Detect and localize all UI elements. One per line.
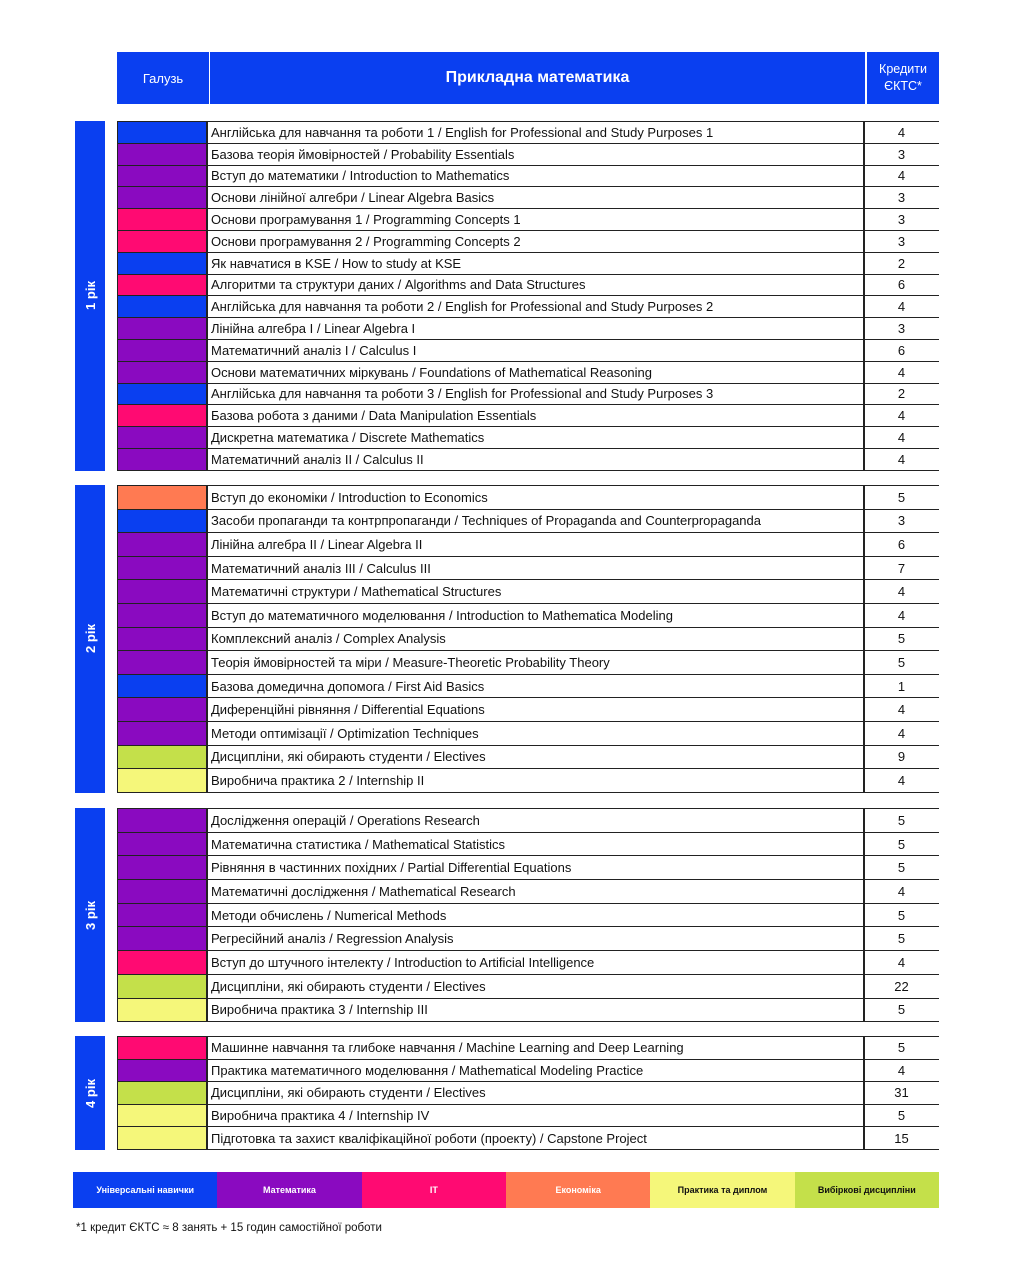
course-credits: 4 — [863, 698, 939, 721]
course-name: Вступ до економіки / Introduction to Economics — [211, 489, 488, 505]
category-swatch — [117, 166, 208, 187]
course-name: Дисципліни, які обирають студенти / Electives — [211, 749, 486, 765]
legend-item: Математика — [217, 1172, 361, 1208]
course-name: Практика математичного моделювання / Mathematical Modeling Practice — [211, 1062, 644, 1078]
category-swatch — [117, 209, 208, 230]
course-row — [117, 675, 939, 699]
header-title-cell — [210, 52, 865, 104]
course-row — [117, 999, 939, 1023]
category-swatch — [117, 533, 208, 556]
course-name: Математична статистика / Mathematical Statistics — [211, 836, 506, 852]
course-row — [117, 449, 939, 471]
course-name: Англійська для навчання та роботи 3 / English for Professional and Study Purposes 3 — [211, 386, 714, 402]
course-credits: 4 — [863, 769, 939, 792]
category-swatch — [117, 340, 208, 361]
course-name: Дисципліни, які обирають студенти / Electives — [211, 978, 486, 994]
course-credits: 5 — [863, 1105, 939, 1127]
category-swatch — [117, 951, 208, 974]
year-label — [75, 808, 105, 1022]
course-credits: 4 — [863, 122, 939, 143]
category-swatch — [117, 580, 208, 603]
course-credits: 31 — [863, 1082, 939, 1104]
course-row — [117, 1060, 939, 1083]
course-row — [117, 1127, 939, 1150]
category-swatch — [117, 510, 208, 533]
course-name: Основи математичних міркувань / Foundations of Mathematical Reasoning — [211, 364, 653, 380]
course-credits: 4 — [863, 427, 939, 448]
category-swatch — [117, 144, 208, 165]
category-swatch — [117, 427, 208, 448]
course-credits: 4 — [863, 1060, 939, 1082]
course-row — [117, 296, 939, 318]
course-credits: 22 — [863, 975, 939, 998]
course-row — [117, 580, 939, 604]
legend-item: Вибіркові дисципліни — [795, 1172, 939, 1208]
course-credits: 2 — [863, 253, 939, 274]
course-credits: 5 — [863, 856, 939, 879]
course-credits: 3 — [863, 510, 939, 533]
course-name: Математичний аналіз III / Calculus III — [211, 560, 431, 576]
course-name: Основи програмування 1 / Programming Concepts 1 — [211, 212, 521, 228]
course-name: Базова робота з даними / Data Manipulation Essentials — [211, 408, 537, 424]
category-swatch — [117, 698, 208, 721]
course-row — [117, 275, 939, 297]
course-credits: 2 — [863, 384, 939, 405]
course-name: Методи обчислень / Numerical Methods — [211, 907, 447, 923]
year-label-text: 2 рік — [82, 624, 98, 654]
course-name: Регресійний аналіз / Regression Analysis — [211, 931, 454, 947]
course-row — [117, 975, 939, 999]
course-name: Теорія ймовірностей та міри / Measure-Theoretic Probability Theory — [211, 654, 610, 670]
course-credits: 4 — [863, 580, 939, 603]
course-row — [117, 1037, 939, 1060]
course-name: Математичні структури / Mathematical Structures — [211, 584, 502, 600]
course-row — [117, 144, 939, 166]
course-name: Дослідження операцій / Operations Research — [211, 812, 480, 828]
year-table — [117, 808, 939, 1022]
course-row — [117, 486, 939, 510]
category-swatch — [117, 746, 208, 769]
course-credits: 6 — [863, 340, 939, 361]
course-credits: 4 — [863, 951, 939, 974]
course-name: Підготовка та захист кваліфікаційної роботи (проекту) / Capstone Project — [211, 1130, 647, 1146]
category-swatch — [117, 1127, 208, 1149]
category-swatch — [117, 557, 208, 580]
course-row — [117, 427, 939, 449]
category-swatch — [117, 722, 208, 745]
category-swatch — [117, 975, 208, 998]
course-name: Виробнича практика 3 / Internship III — [211, 1002, 428, 1018]
header-credits-cell — [867, 52, 939, 104]
course-credits: 4 — [863, 166, 939, 187]
category-swatch — [117, 604, 208, 627]
course-credits: 5 — [863, 833, 939, 856]
course-name: Дискретна математика / Discrete Mathematics — [211, 430, 485, 446]
course-credits: 1 — [863, 675, 939, 698]
course-name: Математичний аналіз I / Calculus I — [211, 342, 417, 358]
course-credits: 5 — [863, 999, 939, 1022]
course-name: Машинне навчання та глибоке навчання / Machine Learning and Deep Learning — [211, 1040, 684, 1056]
category-swatch — [117, 675, 208, 698]
course-name: Базова домедична допомога / First Aid Basics — [211, 678, 485, 694]
course-name: Лінійна алгебра II / Linear Algebra II — [211, 536, 423, 552]
course-name: Математичний аналіз II / Calculus II — [211, 451, 424, 467]
category-swatch — [117, 1082, 208, 1104]
course-credits: 4 — [863, 604, 939, 627]
course-credits: 4 — [863, 362, 939, 383]
course-row — [117, 651, 939, 675]
course-row — [117, 510, 939, 534]
course-name: Основи програмування 2 / Programming Concepts 2 — [211, 233, 521, 249]
course-credits: 5 — [863, 486, 939, 509]
course-name: Методи оптимізації / Optimization Techniques — [211, 725, 479, 741]
course-name: Англійська для навчання та роботи 1 / English for Professional and Study Purposes 1 — [211, 124, 714, 140]
course-credits: 15 — [863, 1127, 939, 1149]
year-table — [117, 485, 939, 793]
course-credits: 6 — [863, 533, 939, 556]
category-swatch — [117, 927, 208, 950]
category-swatch — [117, 187, 208, 208]
course-credits: 7 — [863, 557, 939, 580]
category-swatch — [117, 296, 208, 317]
course-row — [117, 904, 939, 928]
course-credits: 5 — [863, 1037, 939, 1059]
category-swatch — [117, 833, 208, 856]
category-swatch — [117, 809, 208, 832]
course-row — [117, 769, 939, 793]
course-row — [117, 604, 939, 628]
course-row — [117, 209, 939, 231]
course-name: Як навчатися в KSE / How to study at KSE — [211, 255, 462, 271]
course-credits: 4 — [863, 449, 939, 470]
category-swatch — [117, 449, 208, 470]
course-credits: 9 — [863, 746, 939, 769]
course-credits: 3 — [863, 144, 939, 165]
category-swatch — [117, 231, 208, 252]
course-credits: 6 — [863, 275, 939, 296]
course-name: Базова теорія ймовірностей / Probability Essentials — [211, 146, 515, 162]
course-row — [117, 1082, 939, 1105]
category-swatch — [117, 486, 208, 509]
course-credits: 3 — [863, 231, 939, 252]
category-swatch — [117, 904, 208, 927]
legend-item: Економіка — [506, 1172, 650, 1208]
course-name: Алгоритми та структури даних / Algorithms and Data Structures — [211, 277, 586, 293]
course-row — [117, 809, 939, 833]
header-credits-line2: ЄКТС* — [884, 79, 922, 93]
category-swatch — [117, 856, 208, 879]
course-row — [117, 557, 939, 581]
course-row — [117, 856, 939, 880]
category-swatch — [117, 651, 208, 674]
course-credits: 4 — [863, 880, 939, 903]
course-name: Дисципліни, які обирають студенти / Electives — [211, 1085, 486, 1101]
course-name: Вступ до математики / Introduction to Mathematics — [211, 168, 510, 184]
course-row — [117, 166, 939, 188]
year-label-text: 4 рік — [82, 1078, 98, 1108]
year-label-text: 3 рік — [82, 900, 98, 930]
legend-item: Універсальні навички — [73, 1172, 217, 1208]
year-label-text: 1 рік — [82, 281, 98, 311]
course-credits: 5 — [863, 651, 939, 674]
header-field-cell — [117, 52, 209, 104]
course-credits: 4 — [863, 405, 939, 426]
course-name: Основи лінійної алгебри / Linear Algebra Basics — [211, 190, 495, 206]
category-swatch — [117, 1105, 208, 1127]
year-table — [117, 121, 939, 471]
category-swatch — [117, 362, 208, 383]
course-row — [117, 880, 939, 904]
category-swatch — [117, 275, 208, 296]
year-label — [75, 485, 105, 793]
category-swatch — [117, 122, 208, 143]
legend-item: Практика та диплом — [650, 1172, 794, 1208]
header-credits-line1: Кредити — [879, 62, 927, 76]
course-credits: 4 — [863, 296, 939, 317]
course-name: Засоби пропаганди та контрпропаганди / Techniques of Propaganda and Counterpropaganda — [211, 513, 761, 529]
course-row — [117, 722, 939, 746]
course-row — [117, 1105, 939, 1128]
category-swatch — [117, 1037, 208, 1059]
course-name: Англійська для навчання та роботи 2 / English for Professional and Study Purposes 2 — [211, 299, 714, 315]
course-row — [117, 187, 939, 209]
course-name: Комплексний аналіз / Complex Analysis — [211, 631, 446, 647]
course-row — [117, 533, 939, 557]
course-name: Рівняння в частинних похідних / Partial Differential Equations — [211, 860, 572, 876]
course-credits: 5 — [863, 927, 939, 950]
course-row — [117, 362, 939, 384]
course-row — [117, 318, 939, 340]
course-row — [117, 340, 939, 362]
course-credits: 4 — [863, 722, 939, 745]
legend — [73, 1172, 939, 1208]
course-name: Математичні дослідження / Mathematical Research — [211, 883, 516, 899]
course-credits: 5 — [863, 628, 939, 651]
course-name: Вступ до математичного моделювання / Introduction to Mathematica Modeling — [211, 607, 673, 623]
category-swatch — [117, 880, 208, 903]
category-swatch — [117, 405, 208, 426]
page-title: Прикладна математика — [445, 69, 630, 86]
course-row — [117, 833, 939, 857]
category-swatch — [117, 628, 208, 651]
course-credits: 3 — [863, 209, 939, 230]
category-swatch — [117, 769, 208, 792]
course-row — [117, 405, 939, 427]
course-row — [117, 927, 939, 951]
course-name: Виробнича практика 4 / Internship IV — [211, 1108, 430, 1124]
footnote: *1 кредит ЄКТС ≈ 8 занять + 15 годин самостійної роботи — [76, 1222, 382, 1234]
course-row — [117, 384, 939, 406]
year-label — [75, 1036, 105, 1150]
year-table — [117, 1036, 939, 1150]
course-row — [117, 231, 939, 253]
category-swatch — [117, 384, 208, 405]
course-name: Лінійна алгебра I / Linear Algebra I — [211, 321, 416, 337]
category-swatch — [117, 318, 208, 339]
course-credits: 5 — [863, 809, 939, 832]
course-row — [117, 746, 939, 770]
course-credits: 3 — [863, 318, 939, 339]
course-row — [117, 951, 939, 975]
course-row — [117, 253, 939, 275]
course-credits: 5 — [863, 904, 939, 927]
header-field-label: Галузь — [142, 70, 184, 86]
course-name: Виробнича практика 2 / Internship II — [211, 772, 425, 788]
category-swatch — [117, 999, 208, 1022]
course-row — [117, 122, 939, 144]
course-row — [117, 628, 939, 652]
legend-item: IT — [362, 1172, 506, 1208]
course-credits: 3 — [863, 187, 939, 208]
category-swatch — [117, 253, 208, 274]
course-name: Вступ до штучного інтелекту / Introduction to Artificial Intelligence — [211, 954, 595, 970]
category-swatch — [117, 1060, 208, 1082]
course-row — [117, 698, 939, 722]
course-name: Диференційні рівняння / Differential Equations — [211, 702, 485, 718]
year-label — [75, 121, 105, 471]
